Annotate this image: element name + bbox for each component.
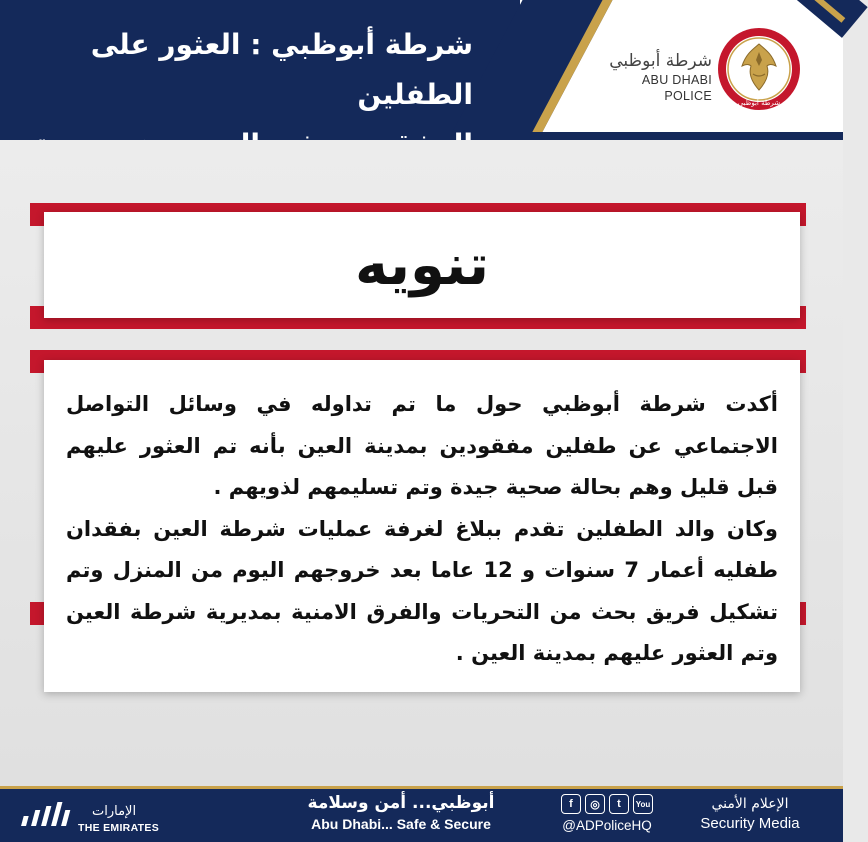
notice-content-box bbox=[44, 360, 800, 692]
instagram-icon[interactable]: ◎ bbox=[585, 794, 605, 814]
media-english: Security Media bbox=[700, 815, 800, 832]
headline-line-1: شرطة أبوظبي : العثور على الطفلين bbox=[90, 28, 473, 111]
emirates-bars-icon bbox=[26, 800, 74, 830]
falcon-emblem-icon bbox=[716, 26, 802, 112]
the-emirates-logo bbox=[26, 800, 166, 836]
footer-gold-line bbox=[0, 786, 843, 789]
emirates-english: THE EMIRATES bbox=[78, 822, 159, 834]
social-icons-row bbox=[552, 794, 662, 814]
emirates-arabic: الإمارات bbox=[92, 804, 137, 819]
page-footer bbox=[0, 786, 843, 842]
logo-arabic-name: شرطة أبوظبي bbox=[609, 51, 712, 71]
facebook-icon[interactable]: f bbox=[561, 794, 581, 814]
social-handle[interactable]: @ADPoliceHQ bbox=[562, 818, 652, 833]
notice-title-box bbox=[44, 212, 800, 318]
media-arabic: الإعلام الأمني bbox=[711, 796, 789, 812]
logo-english-name: ABU DHABI POLICE bbox=[641, 73, 712, 103]
security-media-logo bbox=[690, 794, 810, 834]
notice-paragraph-1: أكدت شرطة أبوظبي حول ما تم تداوله في وسائل التواصل الاجتماعي عن طفلين مفقودين بمدينة العين بأنه تم العثور عليهم قبل قليل وهم بحالة صحية جيدة وتم تسليمهم لذويهم . bbox=[66, 392, 778, 499]
police-logo-text bbox=[592, 50, 712, 104]
notice-body bbox=[66, 384, 778, 675]
emblem-ring-text: شرطة أبوظبي bbox=[737, 99, 781, 107]
page-header bbox=[0, 0, 843, 140]
slogan-arabic: أبوظبي... أمن وسلامة bbox=[307, 793, 495, 813]
footer-slogan bbox=[296, 792, 506, 834]
notice-title: تنويه bbox=[355, 232, 489, 298]
social-links bbox=[552, 794, 662, 833]
twitter-icon[interactable]: t bbox=[609, 794, 629, 814]
slogan-english: Abu Dhabi... Safe & Secure bbox=[311, 816, 491, 832]
notice-paragraph-2: وكان والد الطفلين تقدم ببلاغ لغرفة عمليات شرطة العين بفقدان طفليه أعمار 7 سنوات و 12 عاما بعد خروجهم اليوم من المنزل وتم تشكيل فريق بحث من التحريات والفرق الامنية بمديرية شرطة العين وتم العثور عليهم بمدينة العين . bbox=[66, 516, 778, 665]
youtube-icon[interactable]: You bbox=[633, 794, 653, 814]
